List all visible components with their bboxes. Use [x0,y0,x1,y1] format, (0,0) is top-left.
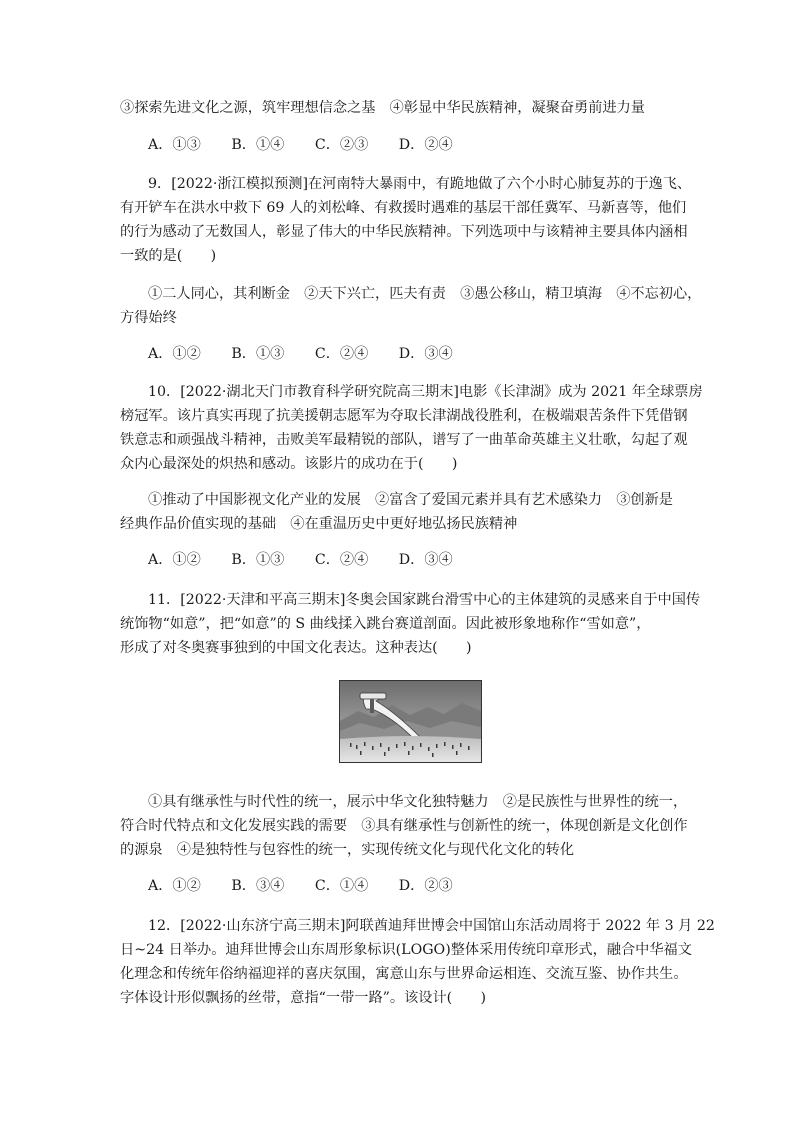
q10-stem-line-2: 榜冠军。该片真实再现了抗美援朝志愿军为夺取长津湖战役胜利，在极端艰苦条件下凭借钢 [120,408,688,424]
q10-statement-line-1: ①推动了中国影视文化产业的发展 ②富含了爱国元素并具有艺术感染力 ③创新是 [148,492,673,508]
q11-statement-line-2: 符合时代特点和文化发展实践的需要 ③具有继承性与创新性的统一，体现创新是文化创作 [120,818,688,834]
q9-statement-line-1: ①二人同心，其利断金 ②天下兴亡，匹夫有责 ③愚公移山，精卫填海 ④不忘初心， [148,286,702,302]
q8-options [148,135,680,155]
q10-stem-line-3: 铁意志和顽强战斗精神，击败美军最精锐的部队，谱写了一曲革命英雄主义壮歌，勾起了观 [120,432,688,448]
q11-statement-line-3: 的源泉 ④是独特性与包容性的统一，实现传统文化与现代化文化的转化 [120,842,575,858]
q11-stem-line-1: 11．[2022·天津和平高三期末]冬奥会国家跳台滑雪中心的主体建筑的灵感来自于中国传 [148,592,701,608]
q9-stem-line-1: 9．[2022·浙江模拟预测]在河南特大暴雨中，有跪地做了六个小时心肺复苏的于逸飞、 [148,176,692,192]
q10-stem-line-4: 众内心最深处的炽热和感动。该影片的成功在于( ) [120,456,458,472]
q11-option-d[interactable]: D．②③ [398,878,453,894]
q10-option-b[interactable]: B．①③ [231,552,285,568]
q10-options [148,550,680,570]
q10-stem-line-1: 10．[2022·湖北天门市教育科学研究院高三期末]电影《长津湖》成为 2021 年全球票房 [148,384,703,400]
q12-stem-line-3: 化理念和传统年俗纳福迎祥的喜庆氛围，寓意山东与世界命运相连、交流互鉴、协作共生。 [120,966,688,982]
q11-stem-line-3: 形成了对冬奥赛事独到的中国文化表达。这种表达( ) [120,640,472,656]
q8-option-d[interactable]: D．②④ [398,137,453,153]
q9-option-b[interactable]: B．①③ [231,346,285,362]
q11-options [148,876,680,896]
q8-option-c[interactable]: C．②③ [314,137,369,153]
q8-option-b[interactable]: B．①④ [231,137,285,153]
q10-option-d[interactable]: D．③④ [398,552,453,568]
q9-options [148,344,680,364]
q9-option-d[interactable]: D．③④ [398,346,453,362]
q9-stem-line-2: 有开铲车在洪水中救下 69 人的刘松峰、有救援时遇难的基层干部任冀军、马新喜等，他们 [120,200,687,216]
q10-option-a[interactable]: A．①② [148,552,201,568]
q9-stem-line-4: 一致的是( ) [120,248,217,264]
q9-statement-line-2: 方得始终 [120,310,177,326]
q11-statement-line-1: ①具有继承性与时代性的统一，展示中华文化独特魅力 ②是民族性与世界性的统一， [148,794,688,810]
q9-option-c[interactable]: C．②④ [314,346,369,362]
q9-stem-line-3: 的行为感动了无数国人，彰显了伟大的中华民族精神。下列选项中与该精神主要具体内涵相 [120,224,688,240]
q12-stem-line-1: 12．[2022·山东济宁高三期末]阿联酋迪拜世博会中国馆山东活动周将于 2022 年 3 月 22 [148,918,715,934]
q11-stem-line-2: 统饰物“如意”，把“如意”的 S 曲线揉入跳台赛道剖面。因此被形象地称作“雪如意”， [120,616,651,632]
q8-option-a[interactable]: A．①③ [148,137,201,153]
q10-statement-line-2: 经典作品价值实现的基础 ④在重温历史中更好地弘扬民族精神 [120,516,518,532]
q11-option-a[interactable]: A．①② [148,878,201,894]
q10-option-c[interactable]: C．②④ [314,552,369,568]
q11-option-b[interactable]: B．③④ [231,878,285,894]
q9-option-a[interactable]: A．①② [148,346,201,362]
ski-jump-center-photo [339,680,482,763]
q8-statement-line-1: ③探索先进文化之源，筑牢理想信念之基 ④彰显中华民族精神，凝聚奋勇前进力量 [120,100,645,116]
q12-stem-line-2: 日~24 日举办。迪拜世博会山东周形象标识(LOGO)整体采用传统印章形式，融合中华福文 [120,942,692,958]
q11-option-c[interactable]: C．①④ [314,878,369,894]
q12-stem-line-4: 字体设计形似飘扬的丝带，意指“一带一路”。该设计( ) [120,990,487,1006]
